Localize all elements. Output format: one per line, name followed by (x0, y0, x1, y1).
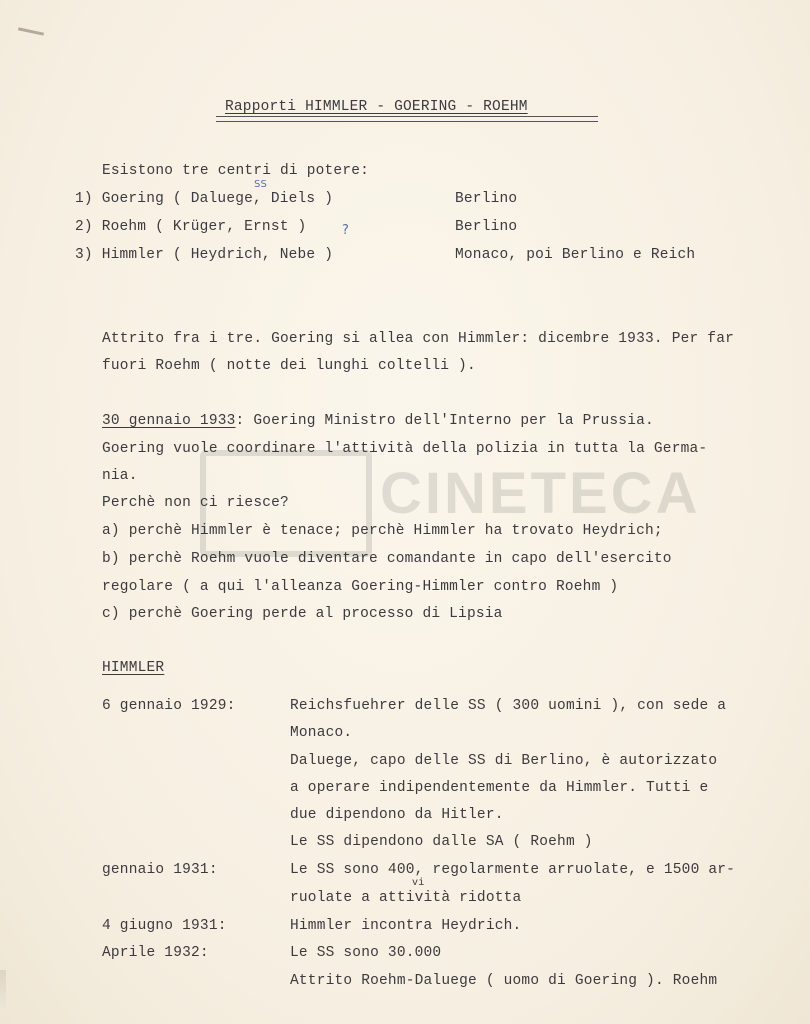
section1-heading (102, 412, 654, 430)
section1-date: 30 gennaio 1933 (102, 413, 236, 429)
section1-line-1: Goering vuole coordinare l'attività della polizia in tutta la Germa- (102, 441, 708, 457)
entry-1-line-1: Reichsfuehrer delle SS ( 300 uomini ), con sede a (290, 698, 727, 714)
title-double-underline (216, 116, 598, 122)
annotation-vi: vi (412, 878, 425, 889)
paper-scuff (18, 27, 44, 35)
entry-1-line-4: a operare indipendentemente da Himmler. Tutti e (290, 780, 709, 796)
center-2: 2) Roehm ( Krüger, Ernst ) (75, 219, 307, 235)
entry-1-date: 6 gennaio 1929: (102, 698, 236, 714)
annotation-ss: SS (254, 179, 268, 190)
section1-line-4: a) perchè Himmler è tenace; perchè Himmler ha trovato Heydrich; (102, 523, 663, 539)
entry-1-line-3: Daluege, capo delle SS di Berlino, è autorizzato (290, 753, 718, 769)
center-2-city: Berlino (455, 219, 518, 235)
entry-3-line-1: Himmler incontra Heydrich. (290, 918, 522, 934)
intro-line: Esistono tre centri di potere: (102, 163, 370, 179)
entry-4-line-2: Attrito Roehm-Daluege ( uomo di Goering ). Roehm (290, 973, 718, 989)
entry-1-line-6: Le SS dipendono dalle SA ( Roehm ) (290, 834, 593, 850)
annotation-question: ? (342, 223, 350, 238)
section1-line-6: regolare ( a qui l'alleanza Goering-Himmler contro Roehm ) (102, 579, 619, 595)
himmler-heading: HIMMLER (102, 660, 165, 676)
document-title: Rapporti HIMMLER - GOERING - ROEHM (225, 99, 528, 115)
entry-4-date: Aprile 1932: (102, 945, 209, 961)
section1-line-2: nia. (102, 468, 138, 484)
paper-edge-mark (0, 970, 6, 1010)
entry-1-line-5: due dipendono da Hitler. (290, 807, 504, 823)
center-3-city: Monaco, poi Berlino e Reich (455, 247, 696, 263)
entry-2-date: gennaio 1931: (102, 862, 218, 878)
section1-line-3: Perchè non ci riesce? (102, 495, 289, 511)
friction-line-1: Attrito fra i tre. Goering si allea con Himmler: dicembre 1933. Per far (102, 331, 735, 347)
center-1: 1) Goering ( Daluege, Diels ) (75, 191, 334, 207)
entry-3-date: 4 giugno 1931: (102, 918, 227, 934)
friction-line-2: fuori Roehm ( notte dei lunghi coltelli ). (102, 358, 476, 374)
entry-4-line-1: Le SS sono 30.000 (290, 945, 442, 961)
entry-2-line-1: Le SS sono 400, regolarmente arruolate, e 1500 ar- (290, 862, 736, 878)
watermark-text: CINETECA (380, 461, 701, 526)
section1-line-5: b) perchè Roehm vuole diventare comandante in capo dell'esercito (102, 551, 672, 567)
section1-line-7: c) perchè Goering perde al processo di Lipsia (102, 606, 503, 622)
center-3: 3) Himmler ( Heydrich, Nebe ) (75, 247, 334, 263)
center-1-city: Berlino (455, 191, 518, 207)
section1-date-rest: : Goering Ministro dell'Interno per la Prussia. (235, 413, 654, 429)
entry-2-line-2: ruolate a attività ridotta (290, 890, 522, 906)
entry-1-line-2: Monaco. (290, 725, 353, 741)
